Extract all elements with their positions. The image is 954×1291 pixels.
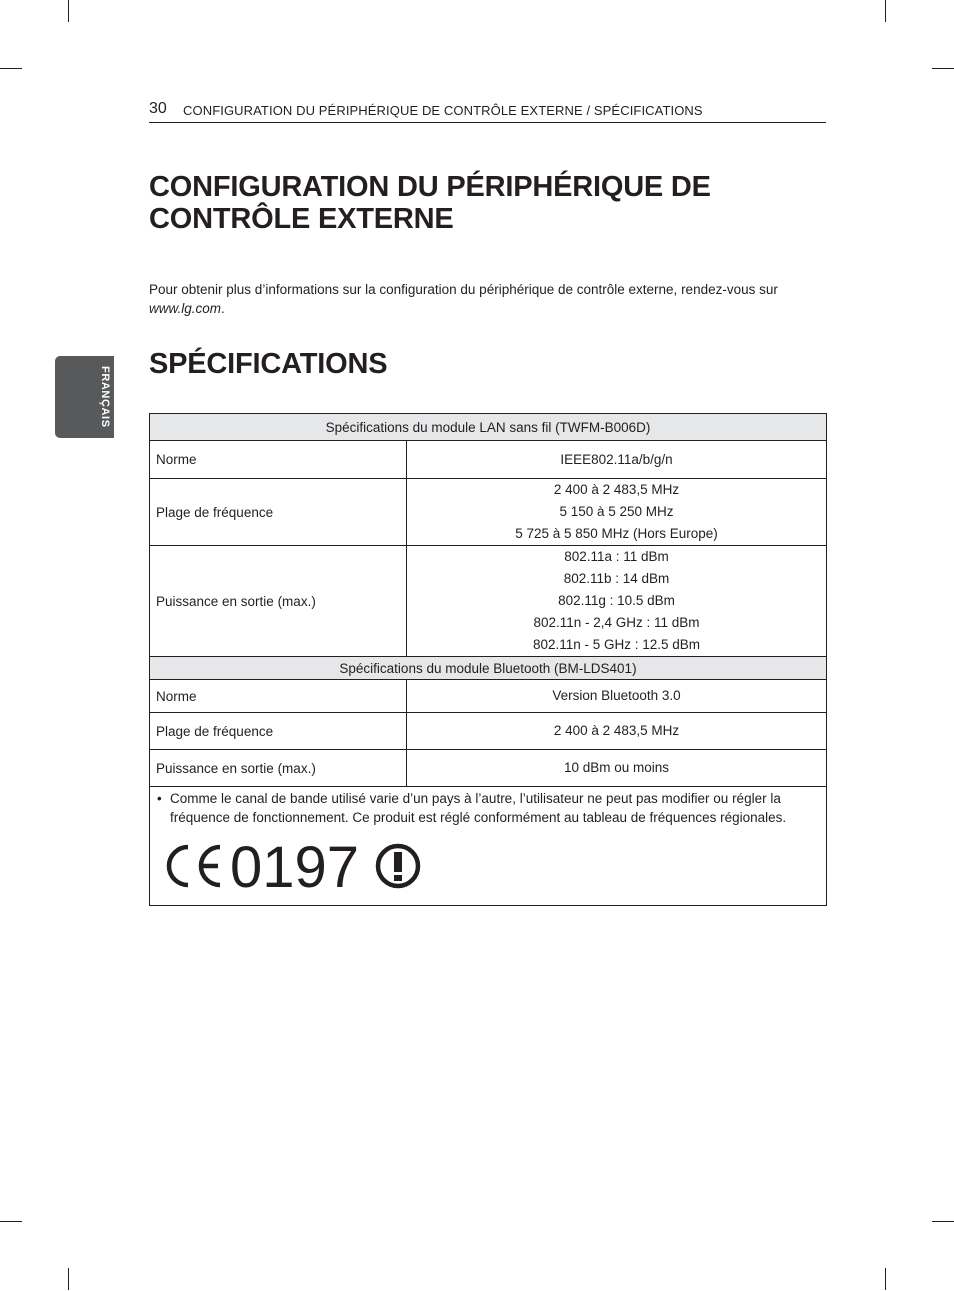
value-line: 802.11n - 2,4 GHz : 11 dBm: [533, 615, 700, 630]
note: [157, 789, 825, 827]
website-link[interactable]: www.lg.com: [149, 301, 222, 316]
ce-marking: [158, 837, 438, 895]
value-line: 10 dBm ou moins: [563, 760, 670, 775]
table-row: [150, 713, 827, 750]
row-value: [407, 441, 827, 479]
intro-suffix: .: [221, 301, 225, 316]
crop-mark: [68, 1268, 69, 1290]
language-tab-label: FRANÇAIS: [99, 366, 111, 428]
section-title-external-control: CONFIGURATION DU PÉRIPHÉRIQUE DE CONTRÔLE EXTERNE: [149, 171, 711, 235]
row-label: Norme: [150, 680, 407, 713]
crop-mark: [0, 1221, 22, 1222]
note-text: Comme le canal de bande utilisé varie d’un pays à l’autre, l’utilisateur ne peut pas modifier ou régler la fréquence de fonctionnement. Ce produit est réglé conformément au tableau de fréquences régionales.: [170, 791, 787, 825]
value-line: IEEE802.11a/b/g/n: [560, 451, 673, 467]
table-row: [150, 441, 827, 479]
alert-sign-icon: [378, 846, 418, 886]
row-label: Norme: [150, 441, 407, 479]
value-line: 802.11b : 14 dBm: [563, 571, 670, 586]
crop-mark: [932, 1221, 954, 1222]
row-value: [407, 750, 827, 787]
bluetooth-heading: Spécifications du module Bluetooth (BM-LDS401): [150, 657, 827, 680]
section-title-specifications: SPÉCIFICATIONS: [149, 348, 388, 380]
running-head: CONFIGURATION DU PÉRIPHÉRIQUE DE CONTRÔLE EXTERNE / SPÉCIFICATIONS: [183, 103, 703, 118]
row-label: Plage de fréquence: [150, 713, 407, 750]
crop-mark: [885, 0, 886, 22]
ce-mark-icon: [169, 847, 220, 885]
table-row: [150, 546, 827, 657]
row-label: Puissance en sortie (max.): [150, 546, 407, 657]
bullet-icon: •: [157, 791, 162, 806]
row-value: [407, 680, 827, 713]
page-number: 30: [149, 100, 167, 117]
value-line: 5 150 à 5 250 MHz: [559, 504, 674, 519]
row-label: Plage de fréquence: [150, 479, 407, 546]
wlan-heading: Spécifications du module LAN sans fil (TWFM-B006D): [150, 414, 827, 441]
intro-text: Pour obtenir plus d’informations sur la configuration du périphérique de contrôle externe, rendez-vous sur: [149, 282, 778, 297]
value-line: 802.11g : 10.5 dBm: [558, 593, 675, 608]
row-value: [407, 546, 827, 657]
value-line: 2 400 à 2 483,5 MHz: [553, 482, 680, 497]
value-line: 2 400 à 2 483,5 MHz: [553, 723, 680, 738]
value-line: 802.11a : 11 dBm: [564, 549, 669, 564]
crop-mark: [0, 68, 22, 69]
note-cell: [150, 787, 827, 906]
table-row: [150, 479, 827, 546]
table-row: [150, 680, 827, 713]
page-header: [149, 100, 826, 123]
table-row: [150, 750, 827, 787]
crop-mark: [68, 0, 69, 22]
crop-mark: [932, 68, 954, 69]
row-label: Puissance en sortie (max.): [150, 750, 407, 787]
value-line: 5 725 à 5 850 MHz (Hors Europe): [515, 526, 718, 541]
row-value: [407, 713, 827, 750]
value-line: 802.11n - 5 GHz : 12.5 dBm: [532, 637, 701, 652]
crop-mark: [885, 1268, 886, 1290]
notified-body-number: 0197: [230, 837, 360, 895]
value-line: Version Bluetooth 3.0: [552, 688, 681, 703]
row-value: [407, 479, 827, 546]
intro-paragraph: [149, 280, 829, 318]
specifications-table: [149, 413, 827, 906]
